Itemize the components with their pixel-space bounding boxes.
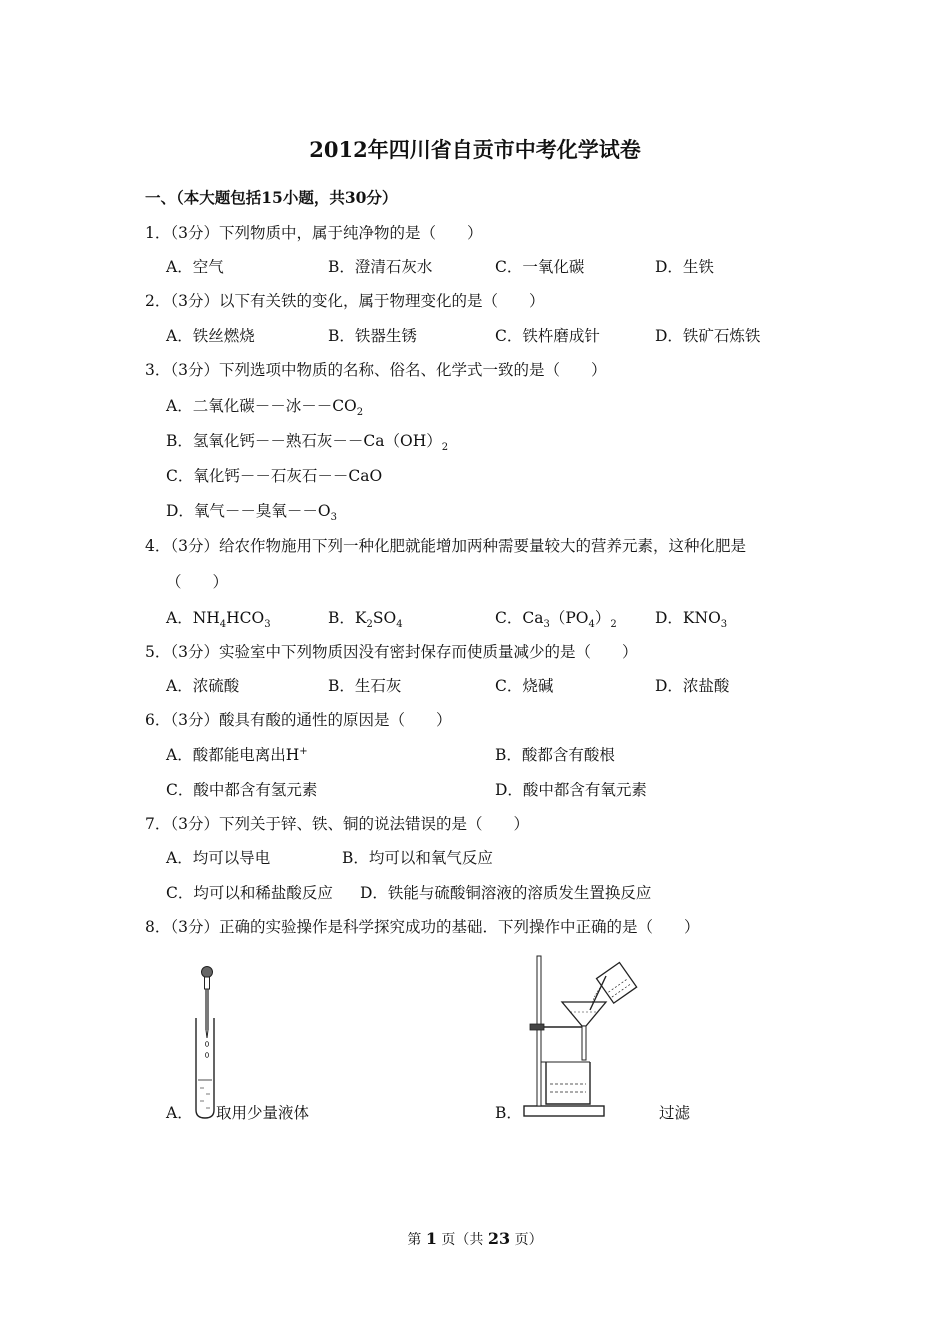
q2-stem: 2．（3分）以下有关铁的变化，属于物理变化的是（ ） (145, 292, 545, 310)
q2-option-a: A．铁丝燃烧 (166, 327, 255, 345)
q6-option-c: C．酸中都含有氢元素 (166, 781, 318, 799)
dropper-test-tube-figure (186, 962, 222, 1120)
q7-stem: 7．（3分）下列关于锌、铁、铜的说法错误的是（ ） (145, 815, 529, 833)
q1-option-c: C．一氧化碳 (495, 258, 585, 276)
page-footer: 第 1 页（共 23 页） (407, 1229, 543, 1248)
q4-stem-cont: （ ） (166, 573, 229, 591)
page-total: 23 (487, 1229, 511, 1248)
q4-option-b: B．$K_2SO_4$ (328, 609, 403, 631)
q3-option-b: B．氢氧化钙－－熟石灰$--Ca(OH)_2$ (166, 432, 449, 454)
q3-stem: 3．（3分）下列选项中物质的名称、俗名、化学式一致的是（ ） (145, 361, 607, 379)
page-title: 2012年四川省自贡市中考化学试卷 (309, 137, 641, 162)
q2-option-c: C．铁杵磨成针 (495, 327, 600, 345)
section-heading: 一、（本大题包括15小题，共30分） (145, 188, 398, 207)
q6-option-d: D．酸中都含有氧元素 (495, 781, 647, 799)
q8-option-b-letter: B． (495, 1104, 522, 1122)
q4-option-c: C．$Ca_3(PO_4)_2$ (495, 609, 617, 631)
q1-option-b: B．澄清石灰水 (328, 258, 433, 276)
q4-option-a: A．$NH_4HCO_3$ (166, 609, 271, 631)
q2-option-b: B．铁器生锈 (328, 327, 417, 345)
q8-stem: 8．（3分）正确的实验操作是科学探究成功的基础．下列操作中正确的是（ ） (145, 918, 700, 936)
q1-stem: 1．（3分）下列物质中，属于纯净物的是（ ） (145, 224, 483, 242)
q4-option-d: D．$KNO_3$ (655, 609, 728, 631)
q2-option-d: D．铁矿石炼铁 (655, 327, 761, 345)
q6-option-a: A．酸都能电离出H+ (166, 745, 308, 764)
page-number: 1 (425, 1229, 437, 1248)
q8-option-a-label: 取用少量液体 (216, 1104, 310, 1122)
q3-option-a: A．二氧化碳－－冰$--CO_2$ (166, 397, 364, 419)
q5-option-c: C．烧碱 (495, 677, 554, 695)
q7-option-d: D．铁能与硫酸铜溶液的溶质发生置换反应 (360, 884, 652, 902)
q6-option-b: B．酸都含有酸根 (495, 746, 615, 764)
q1-option-d: D．生铁 (655, 258, 714, 276)
q5-option-b: B．生石灰 (328, 677, 402, 695)
q5-option-a: A．浓硫酸 (166, 677, 240, 695)
q7-option-c: C．均可以和稀盐酸反应 (166, 884, 333, 902)
q8-option-a-letter: A． (166, 1104, 193, 1122)
q7-option-b: B．均可以和氧气反应 (342, 849, 493, 867)
q3-option-d: D．氧气－－臭氧$--O_3$ (166, 502, 338, 524)
q5-option-d: D．浓盐酸 (655, 677, 730, 695)
q6-stem: 6．（3分）酸具有酸的通性的原因是（ ） (145, 711, 452, 729)
q1-option-a: A．空气 (166, 258, 224, 276)
q5-stem: 5．（3分）实验室中下列物质因没有密封保存而使质量减少的是（ ） (145, 643, 638, 661)
filtration-apparatus-figure (520, 950, 648, 1120)
q8-option-b-label: 过滤 (659, 1104, 691, 1122)
q4-stem: 4．（3分）给农作物施用下列一种化肥就能增加两种需要量较大的营养元素，这种化肥是 (145, 537, 746, 555)
q3-option-c: C．氧化钙－－石灰石－－CaO (166, 467, 383, 485)
q7-option-a: A．均可以导电 (166, 849, 271, 867)
